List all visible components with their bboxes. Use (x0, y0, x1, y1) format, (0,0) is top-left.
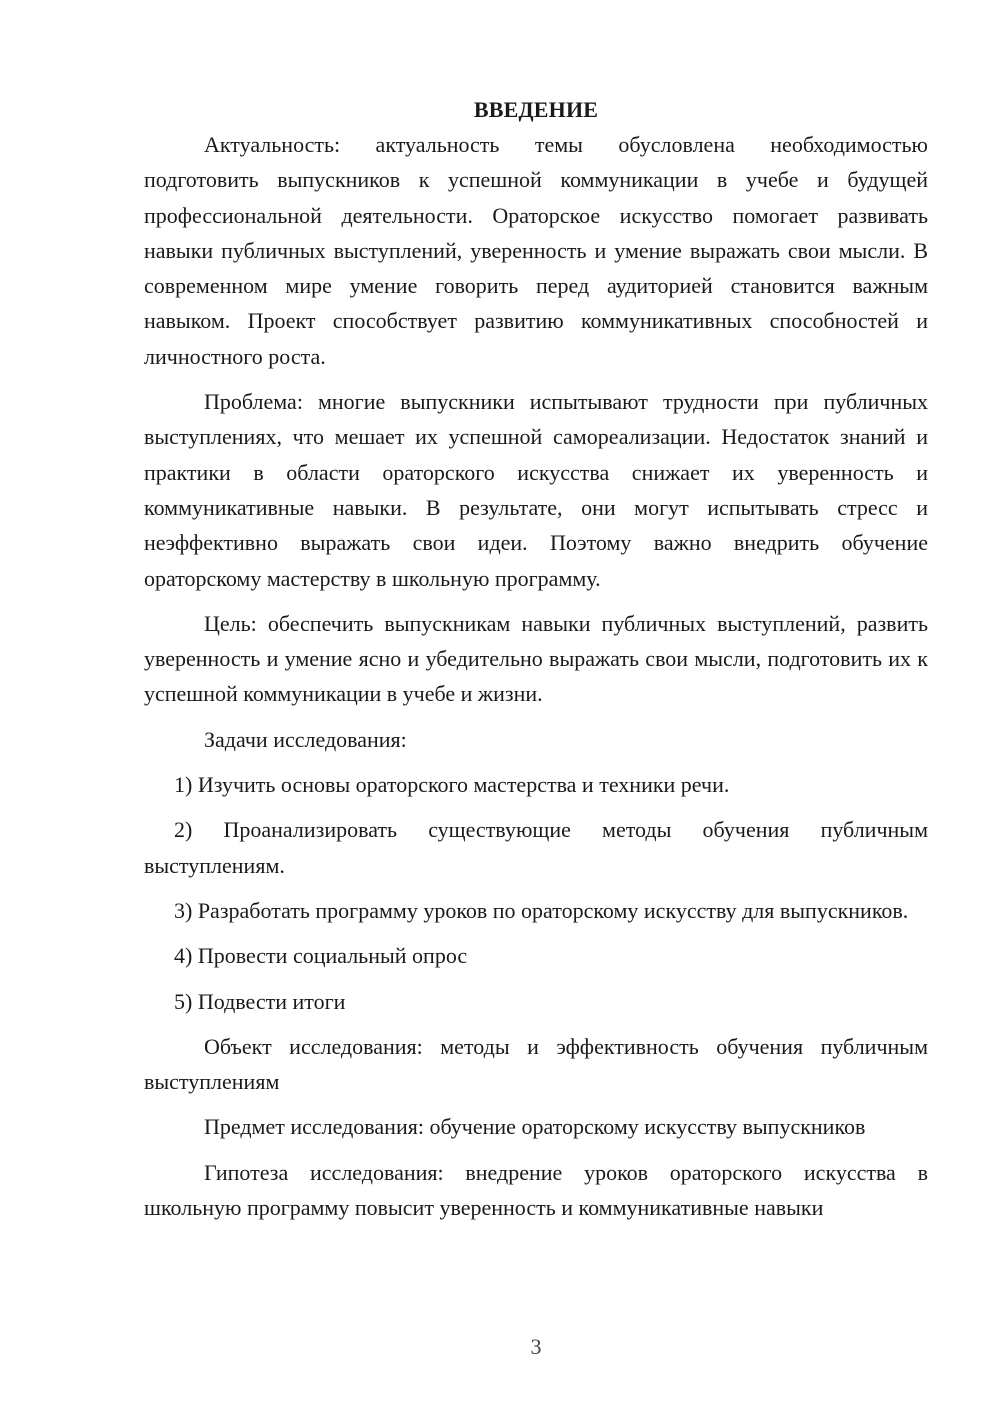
paragraph-tasks-heading: Задачи исследования: (204, 726, 407, 752)
paragraph-problem: Проблема: многие выпускники испытывают трудности при публичных выступлениях, что мешает их успешной самореализации. Недостаток знаний и практики в области ораторского искусства снижает их уверенность и коммуникативные навыки. В результате, они могут испытывать стресс и неэффективно выражать свои идеи. Поэтому важно внедрить обучение ораторскому мастерству в школьную программу. (144, 389, 928, 591)
page-content (144, 92, 928, 1235)
paragraph-goal: Цель: обеспечить выпускникам навыки публичных выступлений, развить уверенность и умение ясно и убедительно выражать свои мысли, подготовить их к успешной коммуникации в учебе и жизни. (144, 610, 928, 707)
task-item-3: 3) Разработать программу уроков по ораторскому искусству для выпускников. (174, 897, 909, 923)
task-item-2: 2) Проанализировать существующие методы обучения публичным выступлениям. (144, 817, 928, 878)
paragraph-relevance: Актуальность: актуальность темы обусловлена необходимостью подготовить выпускников к успешной коммуникации в учебе и будущей профессиональной деятельности. Ораторское искусство помогает развивать навыки публичных выступлений, уверенность и умение выражать свои мысли. В современном мире умение говорить перед аудиторией становится важным навыком. Проект способствует развитию коммуникативных способностей и личностного роста. (144, 132, 928, 369)
section-title: ВВЕДЕНИЕ (473, 97, 599, 122)
paragraph-object: Объект исследования: методы и эффективность обучения публичным выступлениям (144, 1033, 928, 1095)
paragraph-hypothesis: Гипотеза исследования: внедрение уроков ораторского искусства в школьную программу повысит уверенность и коммуникативные навыки (144, 1159, 928, 1221)
task-item-5: 5) Подвести итоги (174, 988, 346, 1014)
task-item-4: 4) Провести социальный опрос (174, 943, 468, 969)
task-item-1: 1) Изучить основы ораторского мастерства и техники речи. (174, 772, 730, 798)
page-number: 3 (530, 1334, 542, 1359)
paragraph-subject: Предмет исследования: обучение ораторскому искусству выпускников (204, 1114, 866, 1140)
